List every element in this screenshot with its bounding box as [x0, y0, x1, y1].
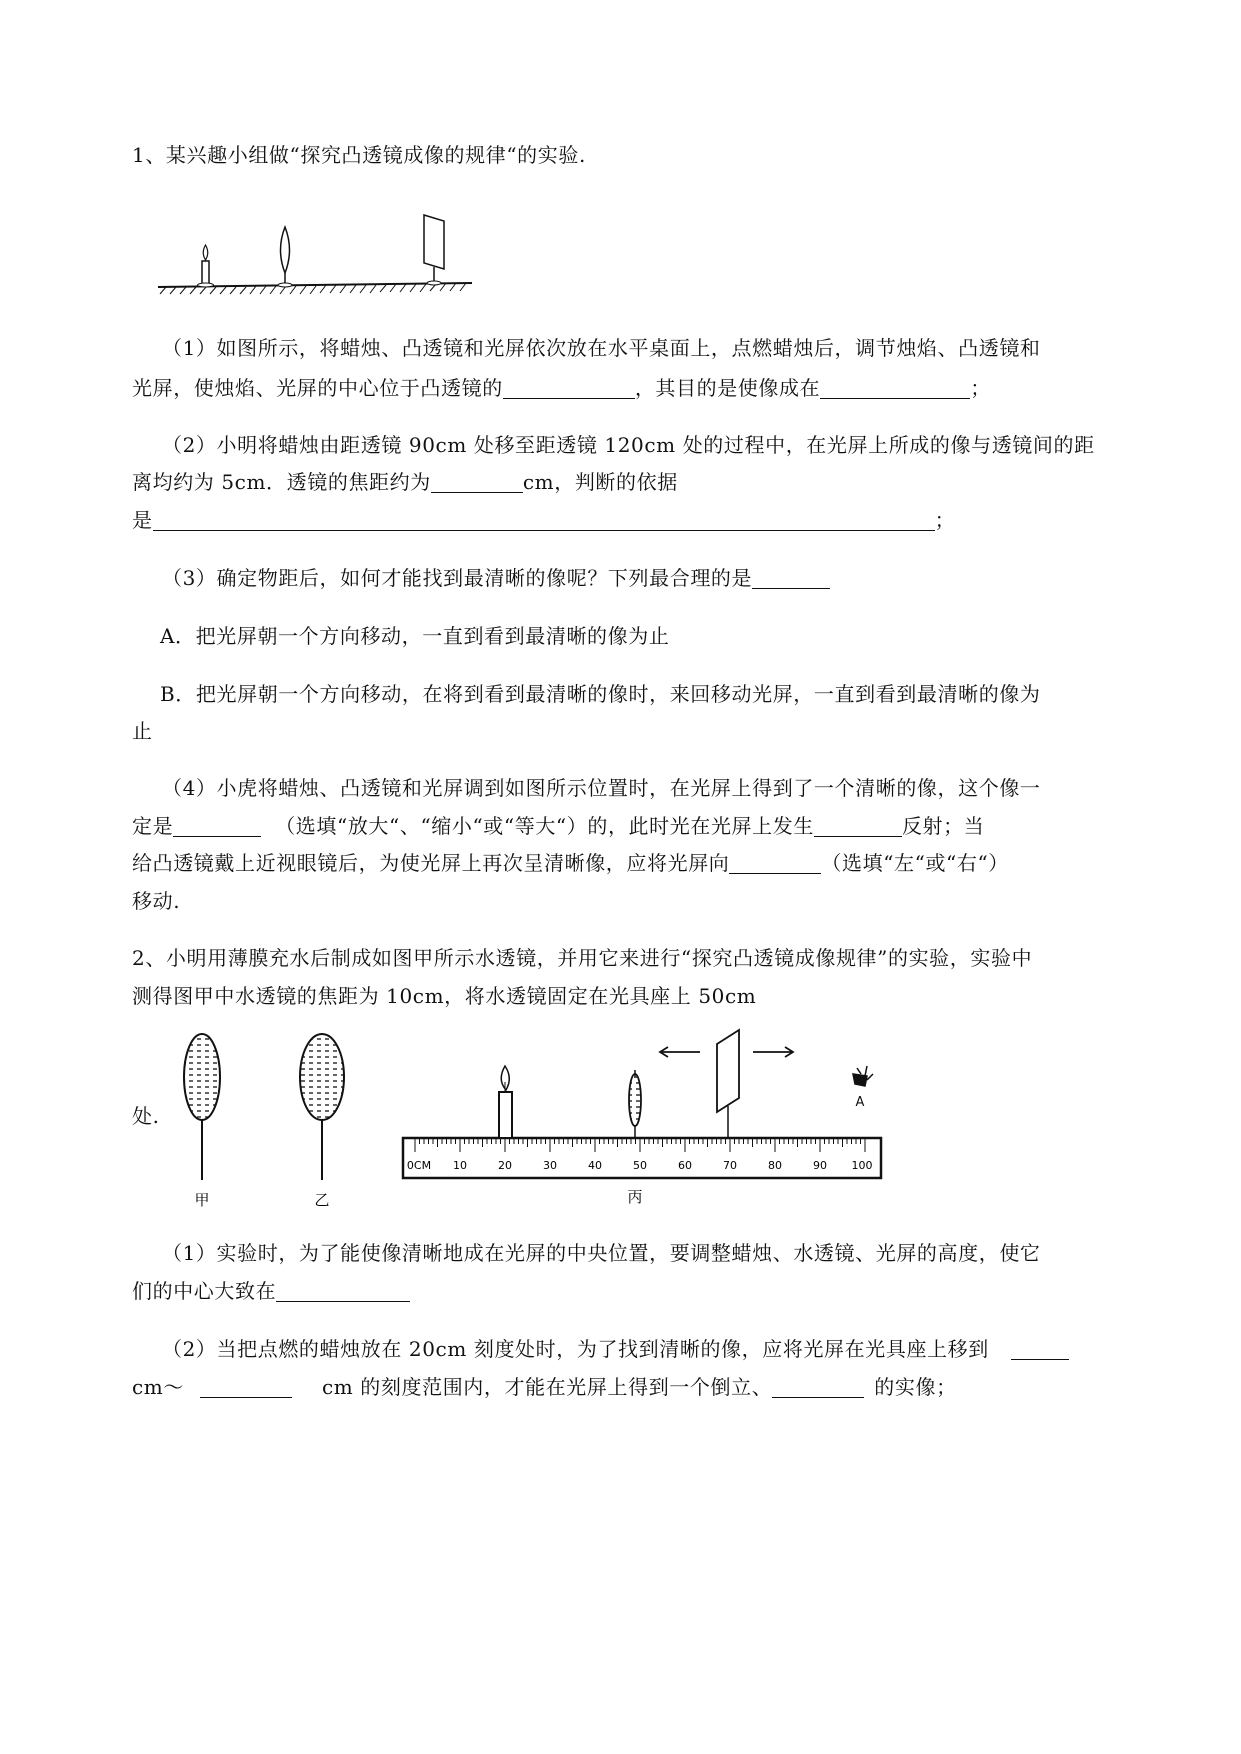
water-lens-icon — [629, 1070, 641, 1138]
lens-icon — [278, 227, 292, 287]
answer-blank-8[interactable] — [729, 851, 821, 874]
svg-text:60: 60 — [678, 1159, 692, 1172]
answer-blank-4[interactable] — [153, 508, 935, 531]
arrow-left-icon — [660, 1047, 700, 1057]
water-lens-yi-figure — [292, 1030, 352, 1210]
q1-title: 1、某兴趣小组做“探究凸透镜成像的规律“的实验. — [132, 143, 586, 167]
screen-icon — [424, 215, 444, 285]
q2-title-line1: 2、小明用薄膜充水后制成如图甲所示水透镜，并用它来进行“探究凸透镜成像规律”的实验，实验中 — [132, 946, 1033, 970]
answer-blank-9[interactable] — [276, 1279, 410, 1302]
optical-bench-figure — [395, 1020, 895, 1210]
svg-text:90: 90 — [813, 1159, 827, 1172]
answer-blank-6[interactable] — [173, 814, 261, 837]
q1-p2-line3: 是 ； — [132, 508, 956, 532]
q1-p1-line2: 光屏，使烛焰、光屏的中心位于凸透镜的 ，其目的是使像成在 ； — [132, 376, 991, 400]
svg-text:30: 30 — [543, 1159, 557, 1172]
q1-p4-line4: 移动. — [132, 889, 181, 913]
q2-p2-line1: （2）当把点燃的蜡烛放在 20cm 刻度处时，为了找到清晰的像，应将光屏在光具座上移到 — [162, 1334, 1069, 1364]
q1-p4-line3: 给凸透镜戴上近视眼镜后，为使光屏上再次呈清晰像，应将光屏向 （选填“左“或“右“） — [132, 851, 1009, 875]
svg-text:0CM: 0CM — [406, 1159, 432, 1172]
answer-blank-5[interactable] — [752, 566, 830, 589]
q1-p3: （3）确定物距后，如何才能找到最清晰的像呢？下列最合理的是 — [162, 563, 830, 593]
q2-title-line2: 测得图甲中水透镜的焦距为 10cm，将水透镜固定在光具座上 50cm — [132, 984, 757, 1008]
q1-option-a: A．把光屏朝一个方向移动，一直到看到最清晰的像为止 — [160, 624, 670, 648]
svg-text:10: 10 — [453, 1159, 467, 1172]
q1-figure — [150, 205, 480, 300]
q2-p2-line2: cm～ cm 的刻度范围内，才能在光屏上得到一个倒立、 的实像； — [132, 1375, 957, 1399]
svg-text:80: 80 — [768, 1159, 782, 1172]
arrow-right-icon — [753, 1047, 793, 1057]
answer-blank-7[interactable] — [814, 814, 902, 837]
object-a-icon — [853, 1066, 873, 1110]
q1-p1-line1: （1）如图所示，将蜡烛、凸透镜和光屏依次放在水平桌面上，点燃蜡烛后，调节烛焰、凸透镜和 — [162, 336, 1041, 360]
q2-p1-line1: （1）实验时，为了能使像清晰地成在光屏的中央位置，要调整蜡烛、水透镜、光屏的高度，使它 — [162, 1241, 1041, 1265]
q1-p2-line2: 离均约为 5cm．透镜的焦距约为 cm，判断的依据 — [132, 470, 678, 494]
answer-blank-2[interactable] — [820, 376, 970, 399]
q1-p2-line1: （2）小明将蜡烛由距透镜 90cm 处移至距透镜 120cm 处的过程中，在光屏上所成的像与透镜间的距 — [162, 433, 1095, 457]
answer-blank-12[interactable] — [772, 1375, 864, 1398]
q1-option-b-line1: B．把光屏朝一个方向移动，在将到看到最清晰的像时，来回移动光屏，一直到看到最清晰的像为 — [160, 682, 1041, 706]
answer-blank-11[interactable] — [200, 1375, 292, 1398]
svg-text:100: 100 — [851, 1159, 873, 1172]
svg-text:50: 50 — [633, 1159, 647, 1172]
candle-icon — [198, 245, 214, 287]
label-jia: 甲 — [194, 1191, 210, 1209]
svg-text:20: 20 — [498, 1159, 512, 1172]
label-bing: 丙 — [627, 1188, 643, 1206]
q2-title-line3: 处. — [132, 1104, 160, 1128]
candle-icon — [499, 1066, 512, 1138]
q1-p4-line2: 定是 （选填“放大“、“缩小“或“等大“）的，此时光在光屏上发生 反射；当 — [132, 814, 985, 838]
answer-blank-1[interactable] — [503, 376, 635, 399]
water-lens-jia-figure — [172, 1030, 232, 1210]
q2-p1-line2: 们的中心大致在 — [132, 1276, 410, 1306]
svg-text:70: 70 — [723, 1159, 737, 1172]
label-yi: 乙 — [314, 1191, 330, 1209]
svg-text:40: 40 — [588, 1159, 602, 1172]
light-screen-icon — [717, 1030, 739, 1138]
label-A: A — [855, 1095, 865, 1110]
q1-p4-line1: （4）小虎将蜡烛、凸透镜和光屏调到如图所示位置时，在光屏上得到了一个清晰的像，这个像一 — [162, 776, 1041, 800]
answer-blank-3[interactable] — [431, 470, 523, 493]
q1-option-b-line2: 止 — [132, 719, 153, 743]
answer-blank-10[interactable] — [1011, 1337, 1069, 1360]
